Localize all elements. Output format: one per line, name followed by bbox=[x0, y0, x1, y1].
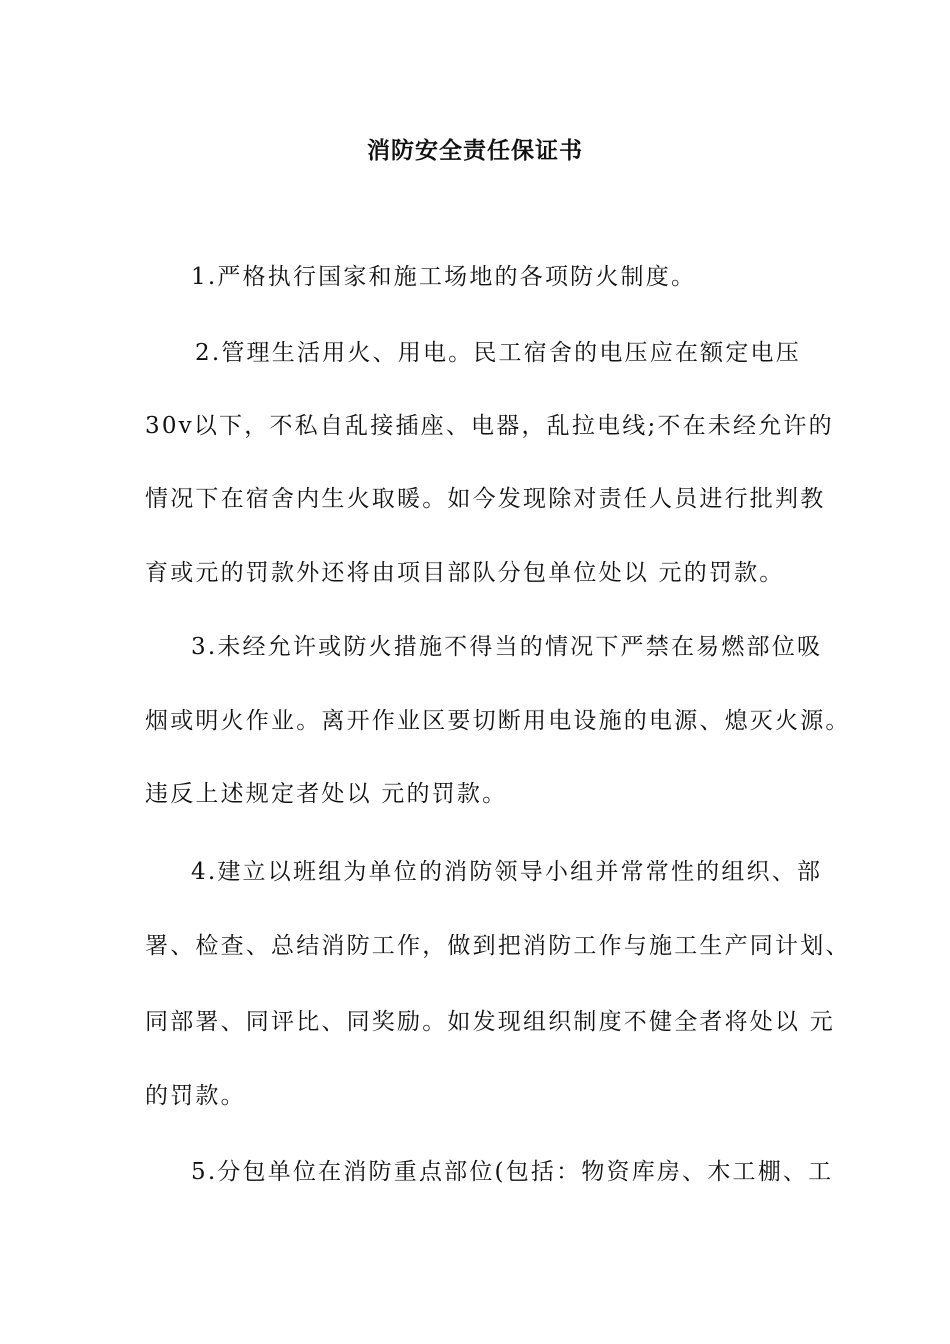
paragraph-2-line-4: 育或元的罚款外还将由项目部队分包单位处以 元的罚款。 bbox=[145, 560, 785, 586]
paragraph-3-line-2: 烟或明火作业。离开作业区要切断用电设施的电源、熄灭火源。 bbox=[145, 708, 851, 734]
paragraph-2-line-3: 情况下在宿舍内生火取暖。如今发现除对责任人员进行批判教 bbox=[145, 486, 826, 512]
paragraph-3-line-3: 违反上述规定者处以 元的罚款。 bbox=[145, 781, 508, 807]
paragraph-4-line-4: 的罚款。 bbox=[145, 1083, 246, 1109]
paragraph-2-line-2: 30v以下，不私自乱接插座、电器，乱拉电线;不在未经允许的 bbox=[145, 413, 834, 439]
document-title: 消防安全责任保证书 bbox=[367, 138, 583, 164]
paragraph-4-line-1: 4.建立以班组为单位的消防领导小组并常常性的组织、部 bbox=[191, 859, 823, 885]
paragraph-1-line-1: 1.严格执行国家和施工场地的各项防火制度。 bbox=[191, 264, 697, 290]
paragraph-5-line-1: 5.分包单位在消防重点部位(包括：物资库房、木工棚、工 bbox=[191, 1159, 834, 1185]
paragraph-4-line-2: 署、检查、总结消防工作，做到把消防工作与施工生产同计划、 bbox=[145, 933, 851, 959]
paragraph-2-line-1: 2.管理生活用火、用电。民工宿舍的电压应在额定电压 bbox=[195, 340, 801, 366]
paragraph-4-line-3: 同部署、同评比、同奖励。如发现组织制度不健全者将处以 元 bbox=[145, 1009, 835, 1035]
paragraph-3-line-1: 3.未经允许或防火措施不得当的情况下严禁在易燃部位吸 bbox=[191, 634, 823, 660]
